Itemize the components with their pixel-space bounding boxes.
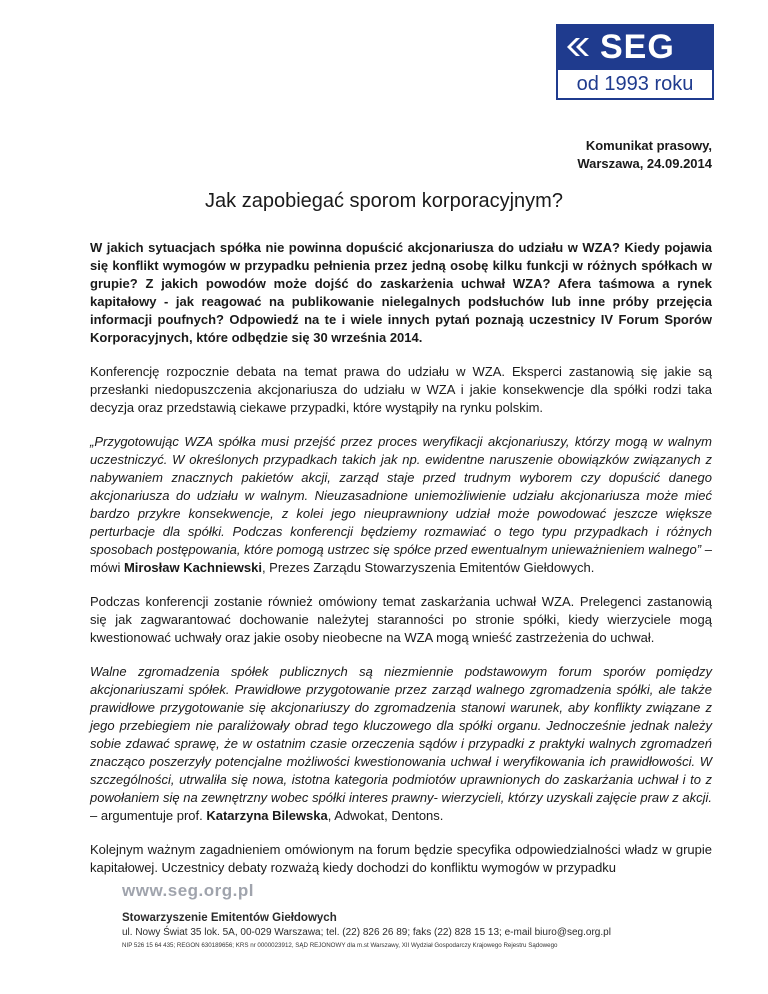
quote-bilewska xyxy=(90,663,712,825)
quote-attribution: – mówi xyxy=(90,542,712,575)
footer-website-link[interactable]: www.seg.org.pl xyxy=(122,881,254,900)
seg-chevron-icon xyxy=(564,32,594,62)
document-body xyxy=(90,239,712,893)
footer-registry: NIP 526 15 64 435; REGON 630189656; KRS nr 0000023912, SĄD REJONOWY dla m.st Warszawy, XII Wydział Gospodarczy Krajowego Rejestru Sądowego xyxy=(122,942,558,949)
paragraph-wza-debate: Konferencję rozpocznie debata na temat prawa do udziału w WZA. Eksperci zastanowią się jakie są przesłanki niedopuszczenia akcjonariusza do udziału w WZA i jakie konsekwencje dla spółki rodzi taka decyzja oraz przedstawią ciekawe przypadki, które wystąpiły na rynku polskim. xyxy=(90,364,712,415)
quote-text: Walne zgromadzenia spółek publicznych są niezmiennie podstawowym forum sporów pomiędzy akcjonariuszami spółek. Prawidłowe przygotowanie przez zarząd walnego zgromadzenia spółki, ale także prawidłowe przygotowanie się akcjonariuszy do zgromadzenia stanowi warunek, aby konflikty związane z jego przebiegiem nie paraliżowały obrad tego kluczowego dla spółki organu. Jednocześnie jednak należy sobie zdawać sprawę, że w ostatnim czasie orzeczenia sądów i przypadki z praktyki walnych zgromadzeń znacząco poszerzyły potencjalne możliwości kwestionowania uchwał i weryfikowania ich prawidłowości. W szczególności, utrwaliła się nowa, istotna kategoria podmiotów uprawnionych do zaskarżania uchwał i to z powołaniem się na zewnętrzny wobec spółki interes prawny- wierzycieli, którzy uzyskali zajęcie praw z akcji. xyxy=(90,664,712,805)
logo-tagline: od 1993 roku xyxy=(556,70,714,100)
footer-address: ul. Nowy Świat 35 lok. 5A, 00-029 Warszawa; tel. (22) 826 26 89; faks (22) 828 15 13; e-mail biuro@seg.org.pl xyxy=(122,927,611,938)
speaker-name: Mirosław Kachniewski xyxy=(123,560,262,575)
footer-organization: Stowarzyszenie Emitentów Giełdowych xyxy=(122,912,337,924)
logo-brand: SEG xyxy=(600,28,675,66)
seg-logo xyxy=(556,24,714,100)
quote-attribution: – argumentuje prof. xyxy=(90,808,207,823)
lead-paragraph: W jakich sytuacjach spółka nie powinna dopuścić akcjonariusza do udziału w WZA? Kiedy pojawia się konflikt wymogów w przypadku pełnienia przez jedną osobę kilku funkcji w różnych spółkach w grupie? Z jakich powodów może dojść do zaskarżenia uchwał WZA? Afera taśmowa a rynek kapitałowy - jak reagować na publikowanie nielegalnych podsłuchów lub inne próby przejęcia informacji poufnych? Odpowiedź na te i wiele innych pytań poznają uczestnicy IV Forum Sporów Korporacyjnych, które odbędzie się 30 września 2014. xyxy=(90,240,712,345)
document-title: Jak zapobiegać sporom korporacyjnym? xyxy=(205,190,563,212)
quote-kachniewski xyxy=(90,433,712,577)
press-place-date: Warszawa, 24.09.2014 xyxy=(577,156,712,171)
speaker-name: Katarzyna Bilewska xyxy=(206,808,328,823)
press-label: Komunikat prasowy, xyxy=(585,138,712,153)
letterhead-footer xyxy=(122,881,722,952)
speaker-role: , Adwokat, Dentons. xyxy=(327,808,444,823)
logo-banner xyxy=(556,24,714,70)
paragraph-resolutions: Podczas konferencji zostanie również omówiony temat zaskarżania uchwał WZA. Prelegenci zastanowią się jak zagwarantować dochowanie należytej staranności po stronie spółki, kiedy wierzyciele mogą kwestionować uchwały oraz jakie osoby nieobecne na WZA mogą wnieść zastrzeżenia do uchwał. xyxy=(90,594,712,645)
press-release-header xyxy=(577,137,712,173)
quote-text: „Przygotowując WZA spółka musi przejść przez proces weryfikacji akcjonariuszy, którzy mogą w walnym uczestniczyć. W określonych przypadkach takich jak np. ewidentne naruszenie obowiązków związanych z nabywaniem znacznych pakietów akcji, zarząd staje przed trudnym wyborem czy dopuścić danego akcjonariusza do udziału w walnym. Nieuzasadnione uniemożliwienie udziału akcjonariusza może mieć bardzo przykre konsekwencje, z kolei jego nieuprawniony udział może powodować jeszcze większe perturbacje dla spółki. Podczas konferencji będziemy rozmawiać o tego typu przypadkach i różnych sposobach postępowania, które pomogą ustrzec się spółce przed ewentualnym unieważnieniem walnego” xyxy=(90,434,712,557)
speaker-role: , Prezes Zarządu Stowarzyszenia Emitentów Giełdowych. xyxy=(261,560,595,575)
paragraph-capital-group: Kolejnym ważnym zagadnieniem omówionym na forum będzie specyfika odpowiedzialności władz w grupie kapitałowej. Uczestnicy debaty rozważą kiedy dochodzi do konfliktu wymogów w przypadku xyxy=(90,842,712,875)
